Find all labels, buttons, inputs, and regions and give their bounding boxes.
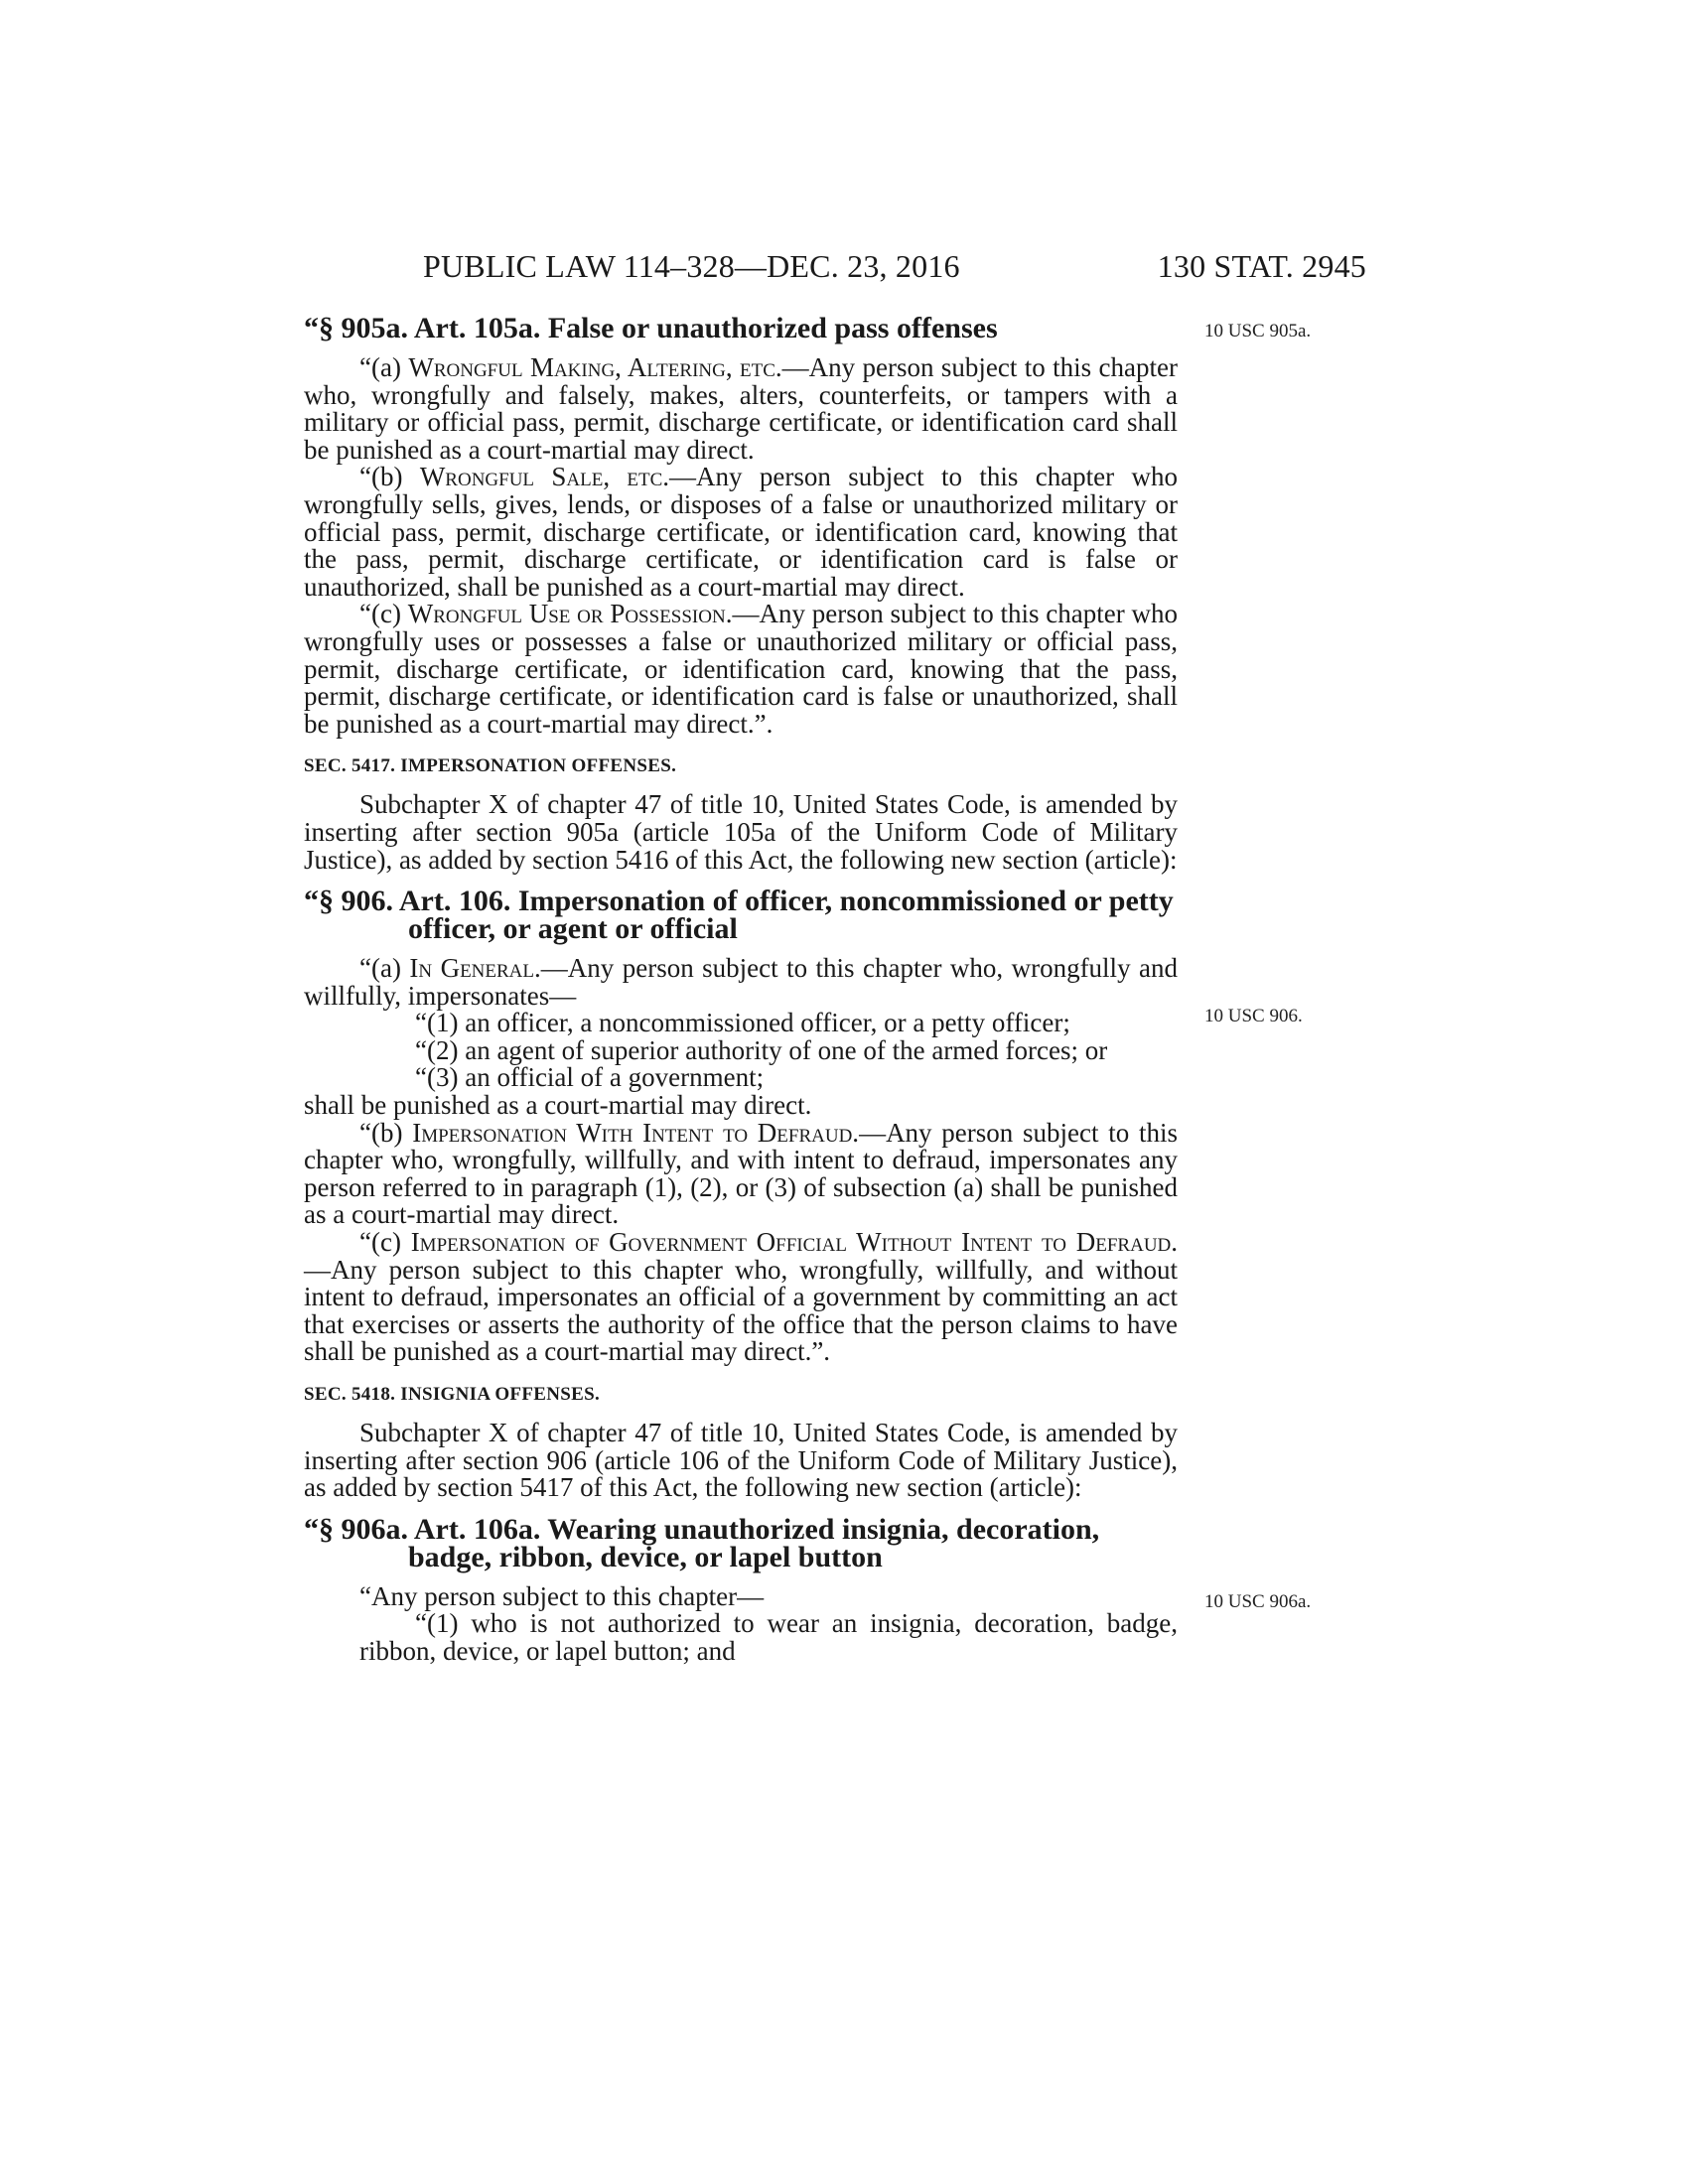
section-906-subsection-c: “(c) Impersonation of Government Official Without Intent to Defraud.—Any person subject to this chapter who, wrongfully, willfully, and without intent to defraud, impersonates an official of a government by committing an act that exercises or asserts the authority of the office that the person claims to have shall be punished as a court-martial may direct.”. bbox=[304, 1227, 1179, 1367]
section-906a-lead: “Any person subject to this chapter— bbox=[359, 1580, 765, 1611]
section-906-subsection-a: “(a) In General.—Any person subject to this chapter who, wrongfully and willfully, impersonates— bbox=[304, 953, 1178, 1011]
section-905a-heading: “§ 905a. Art. 105a. False or unauthorized pass offenses bbox=[304, 312, 998, 344]
margin-note-906a: 10 USC 906a. bbox=[1204, 1591, 1312, 1612]
margin-note-905a: 10 USC 905a. bbox=[1204, 321, 1312, 341]
section-905a-subsection-a: “(a) Wrongful Making, Altering, etc.—Any person subject to this chapter who, wrongfully and falsely, makes, alters, counterfeits, or tampers with a military or official pass, permit, discharge certificate, or identification card shall be punished as a court-martial may direct. bbox=[304, 352, 1179, 465]
subsection-caption: Wrongful Making, Altering, etc. bbox=[408, 352, 782, 382]
section-906-paragraph-2: “(2) an agent of superior authority of one of the armed forces; or bbox=[415, 1034, 1108, 1065]
sec-5418-title: SEC. 5418. INSIGNIA OFFENSES. bbox=[304, 1384, 600, 1405]
margin-note-906: 10 USC 906. bbox=[1204, 1006, 1303, 1026]
section-905a-subsection-c: “(c) Wrongful Use or Possession.—Any person subject to this chapter who wrongfully uses or possesses a false or unauthorized military or official pass, permit, discharge certificate, or identification card, knowing that the pass, permit, discharge certificate, or identification card is false or unauthorized, shall be punished as a court-martial may direct.”. bbox=[304, 599, 1179, 739]
document-body bbox=[304, 312, 1179, 1666]
sec-5418-intro: Subchapter X of chapter 47 of title 10, United States Code, is amended by inserting after section 906 (article 106 of the Uniform Code of Military Justice), as added by section 5417 of this Act, the following new section (article): bbox=[304, 1418, 1178, 1503]
section-906-heading: “§ 906. Art. 106. Impersonation of officer, noncommissioned or petty officer, or agent or official bbox=[304, 885, 1174, 946]
subsection-caption: Impersonation of Government Official Without Intent to Defraud. bbox=[410, 1227, 1179, 1258]
section-906-tail: shall be punished as a court-martial may direct. bbox=[304, 1090, 812, 1121]
section-906a-heading: “§ 906a. Art. 106a. Wearing unauthorized insignia, decoration, badge, ribbon, device, or lapel button bbox=[304, 1512, 1100, 1573]
sec-5417-title: SEC. 5417. IMPERSONATION OFFENSES. bbox=[304, 755, 677, 777]
page-header bbox=[304, 248, 1366, 288]
section-905a-subsection-b: “(b) Wrongful Sale, etc.—Any person subject to this chapter who wrongfully sells, gives, lends, or disposes of a false or unauthorized military or official pass, permit, discharge certificate, or identification card, knowing that the pass, permit, discharge certificate, or identification card is false or unauthorized, shall be punished as a court-martial may direct. bbox=[304, 462, 1178, 602]
sec-5417-intro: Subchapter X of chapter 47 of title 10, United States Code, is amended by inserting after section 905a (article 105a of the Uniform Code of Military Justice), as added by section 5416 of this Act, the following new section (article): bbox=[304, 789, 1178, 875]
subsection-caption: Wrongful Use or Possession. bbox=[407, 599, 733, 629]
subsection-caption: Wrongful Sale, etc. bbox=[419, 462, 670, 492]
section-906a-paragraph-1: “(1) who is not authorized to wear an insignia, decoration, badge, ribbon, device, or lapel button; and bbox=[359, 1608, 1178, 1666]
section-906-paragraph-1: “(1) an officer, a noncommissioned officer, or a petty officer; bbox=[415, 1008, 1070, 1038]
running-head-stat: 130 STAT. 2945 bbox=[1157, 248, 1366, 284]
subsection-caption: Impersonation With Intent to Defraud. bbox=[412, 1117, 860, 1148]
running-head-law: PUBLIC LAW 114–328—DEC. 23, 2016 bbox=[423, 248, 960, 284]
section-906-subsection-b: “(b) Impersonation With Intent to Defraud.—Any person subject to this chapter who, wrongfully, willfully, and with intent to defraud, impersonates any person referred to in paragraph (1), (2), or (3) of subsection (a) shall be punished as a court-martial may direct. bbox=[304, 1117, 1178, 1230]
subsection-caption: In General. bbox=[409, 953, 541, 984]
section-906-paragraph-3: “(3) an official of a government; bbox=[415, 1062, 765, 1093]
